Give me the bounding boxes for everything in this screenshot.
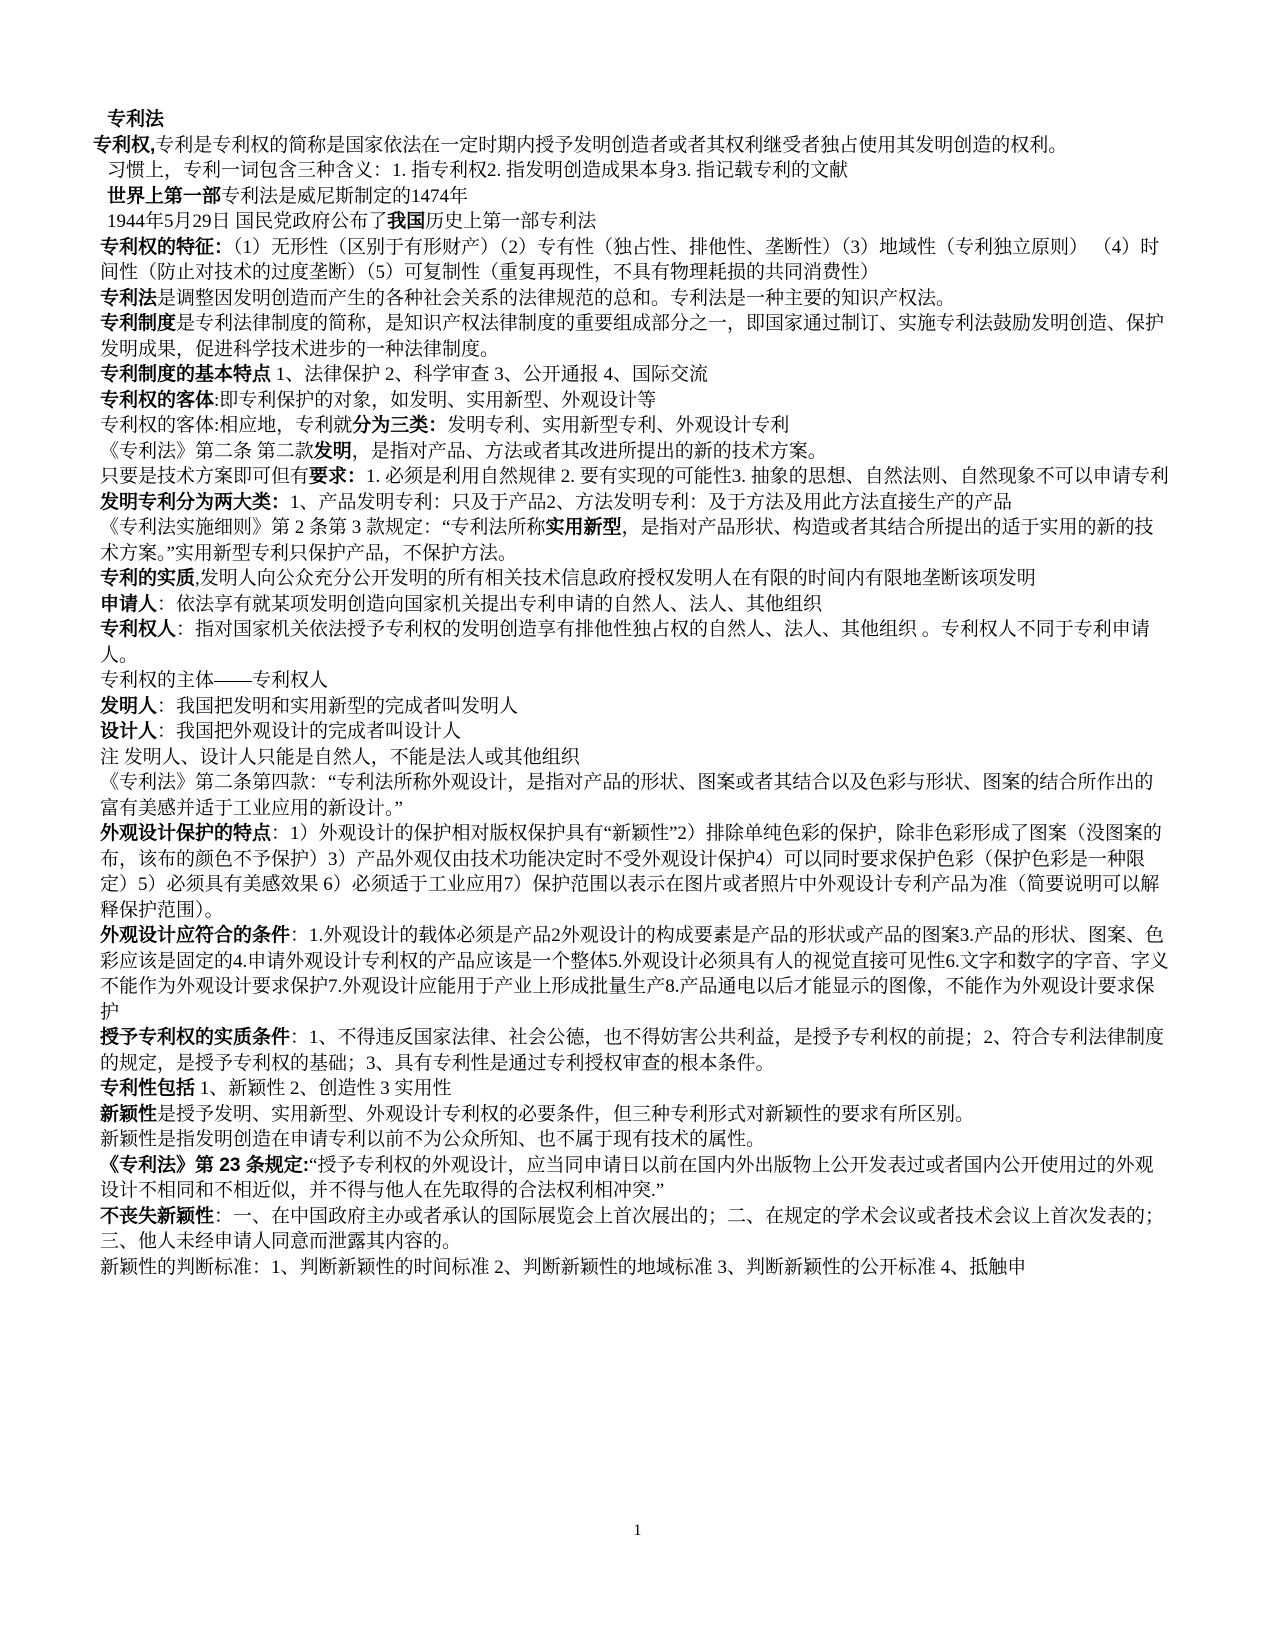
paragraph-object: 专利权的客体:即专利保护的对象，如发明、实用新型、外观设计等 xyxy=(100,389,657,411)
document-title: 专利法 xyxy=(107,109,165,130)
paragraph-patentee: 专利权人：指对国家机关依法授予专利权的发明创造享有排他性独占权的自然人、法人、其他组织 。专利权人不同于专利申请人。 xyxy=(100,619,1150,666)
paragraph-applicant: 申请人：依法享有就某项发明创造向国家机关提出专利申请的自然人、法人、其他组织 xyxy=(100,593,823,615)
paragraph-utility-model: 《专利法实施细则》第 2 条第 3 款规定：“专利法所称实用新型，是指对产品形状、构造或者其结合所提出的适于实用的新的技术方案。”实用新型专利只保护产品，不保护方法。 xyxy=(100,517,1154,564)
paragraph-patent-law-def: 专利法是调整因发明创造而产生的各种社会关系的法律规范的总和。专利法是一种主要的知识产权法。 xyxy=(100,287,956,309)
paragraph-note: 注 发明人、设计人只能是自然人，不能是法人或其他组织 xyxy=(100,746,580,768)
paragraph-first-patent-law: 世界上第一部专利法是威尼斯制定的1474年 xyxy=(107,185,469,207)
paragraph-invention-def: 《专利法》第二条 第二款发明，是指对产品、方法或者其改进所提出的新的技术方案。 xyxy=(100,440,827,462)
document-body xyxy=(93,107,1170,1280)
paragraph-substantive-conditions: 授予专利权的实质条件：1、不得违反国家法律、社会公德，也不得妨害公共利益，是授予专利权的前提；2、符合专利法律制度的规定，是授予专利权的基础；3、具有专利性是通过专利授权审查的根本条件。 xyxy=(100,1027,1165,1074)
paragraph-features: 专利权的特征：（1）无形性（区别于有形财产）（2）专有性（独占性、排他性、垄断性）（3）地域性（专利独立原则） （4）时间性（防止对技术的过度垄断）（5）可复制性（重复再现性，不具有物理耗损的共同消费性） xyxy=(100,236,1160,283)
paragraph-novelty-def: 新颖性是指发明创造在申请专利以前不为公众所知、也不属于现有技术的属性。 xyxy=(100,1129,766,1150)
page-number: 1 xyxy=(633,1522,642,1539)
paragraph-novelty-standards: 新颖性的判断标准：1、判断新颖性的时间标准 2、判断新颖性的地域标准 3、判断新颖性的公开标准 4、抵触申 xyxy=(100,1256,1027,1278)
paragraph-essence: 专利的实质,发明人向公众充分公开发明的所有相关技术信息政府授权发明人在有限的时间内有限地垄断该项发明 xyxy=(100,568,1036,589)
paragraph-subject: 专利权的主体——专利权人 xyxy=(100,670,329,691)
paragraph-designer: 设计人：我国把外观设计的完成者叫设计人 xyxy=(100,721,462,742)
paragraph-system-features: 专利制度的基本特点 1、法律保护 2、科学审查 3、公开通报 4、国际交流 xyxy=(100,364,709,385)
paragraph-inventor: 发明人：我国把发明和实用新型的完成者叫发明人 xyxy=(100,695,519,717)
paragraph-three-types: 专利权的客体:相应地，专利就分为三类：发明专利、实用新型专利、外观设计专利 xyxy=(100,415,790,436)
paragraph-design-conditions: 外观设计应符合的条件：1.外观设计的载体必须是产品2外观设计的构成要素是产品的形状或产品的图案3.产品的形状、图案、色彩应该是固定的4.申请外观设计专利权的产品应该是一个整体5.外观设计必须具有人的视觉直接可见性6.文字和数字的字音、字义不能作为外观设计要求保护7.外观设计应能用于产业上形成批量生产8.产品通电以后才能显示的图像，不能作为外观设计要求保护 xyxy=(100,925,1169,1023)
paragraph-design-def: 《专利法》第二条第四款：“专利法所称外观设计，是指对产品的形状、图案或者其结合以及色彩与形状、图案的结合所作出的富有美感并适于工业应用的新设计。” xyxy=(100,772,1154,819)
paragraph-grace-period: 不丧失新颖性：一、在中国政府主办或者承认的国际展览会上首次展出的；二、在规定的学术会议或者技术会议上首次发表的；三、他人未经申请人同意而泄露其内容的。 xyxy=(100,1205,1165,1252)
paragraph-1944: 1944年5月29日 国民党政府公布了我国历史上第一部专利法 xyxy=(107,211,597,232)
paragraph-article-23: 《专利法》第 23 条规定:“授予专利权的外观设计，应当同申请日以前在国内外出版物上公开发表过或者国内公开使用过的外观设计不相同和不相近似，并不得与他人在先取得的合法权利相冲突.” xyxy=(100,1154,1154,1201)
paragraph-patent-right: 专利权,专利是专利权的简称是国家依法在一定时期内授予发明创造者或者其权利继受者独占使用其发明创造的权利。 xyxy=(93,134,1068,156)
paragraph-novelty: 新颖性是授予发明、实用新型、外观设计专利权的必要条件，但三种专利形式对新颖性的要求有所区别。 xyxy=(100,1103,975,1125)
paragraph-patent-system: 专利制度是专利法律制度的简称，是知识产权法律制度的重要组成部分之一，即国家通过制订、实施专利法鼓励发明创造、保护发明成果，促进科学技术进步的一种法律制度。 xyxy=(100,313,1165,360)
paragraph-design-protection: 外观设计保护的特点：1）外观设计的保护相对版权保护具有“新颖性”2）排除单纯色彩的保护，除非色彩形成了图案（没图案的布，该布的颜色不予保护）3）产品外观仅由技术功能决定时不受外观设计保护4）可以同时要求保护色彩（保护色彩是一种限定）5）必须具有美感效果 6）必须适于工业应用7）保护范围以表示在图片或者照片中外观设计专利产品为准（简要说明可以解释保护范围）。 xyxy=(100,823,1162,921)
paragraph-meanings: 习惯上，专利一词包含三种含义：1. 指专利权2. 指发明创造成果本身3. 指记载专利的文献 xyxy=(107,160,849,181)
paragraph-patentability: 专利性包括 1、新颖性 2、创造性 3 实用性 xyxy=(100,1078,452,1099)
paragraph-requirements: 只要是技术方案即可但有要求：1. 必须是利用自然规律 2. 要有实现的可能性3. 抽象的思想、自然法则、自然现象不可以申请专利 xyxy=(100,466,1169,487)
paragraph-invention-categories: 发明专利分为两大类：1、产品发明专利：只及于产品2、方法发明专利：及于方法及用此方法直接生产的产品 xyxy=(100,491,1013,513)
